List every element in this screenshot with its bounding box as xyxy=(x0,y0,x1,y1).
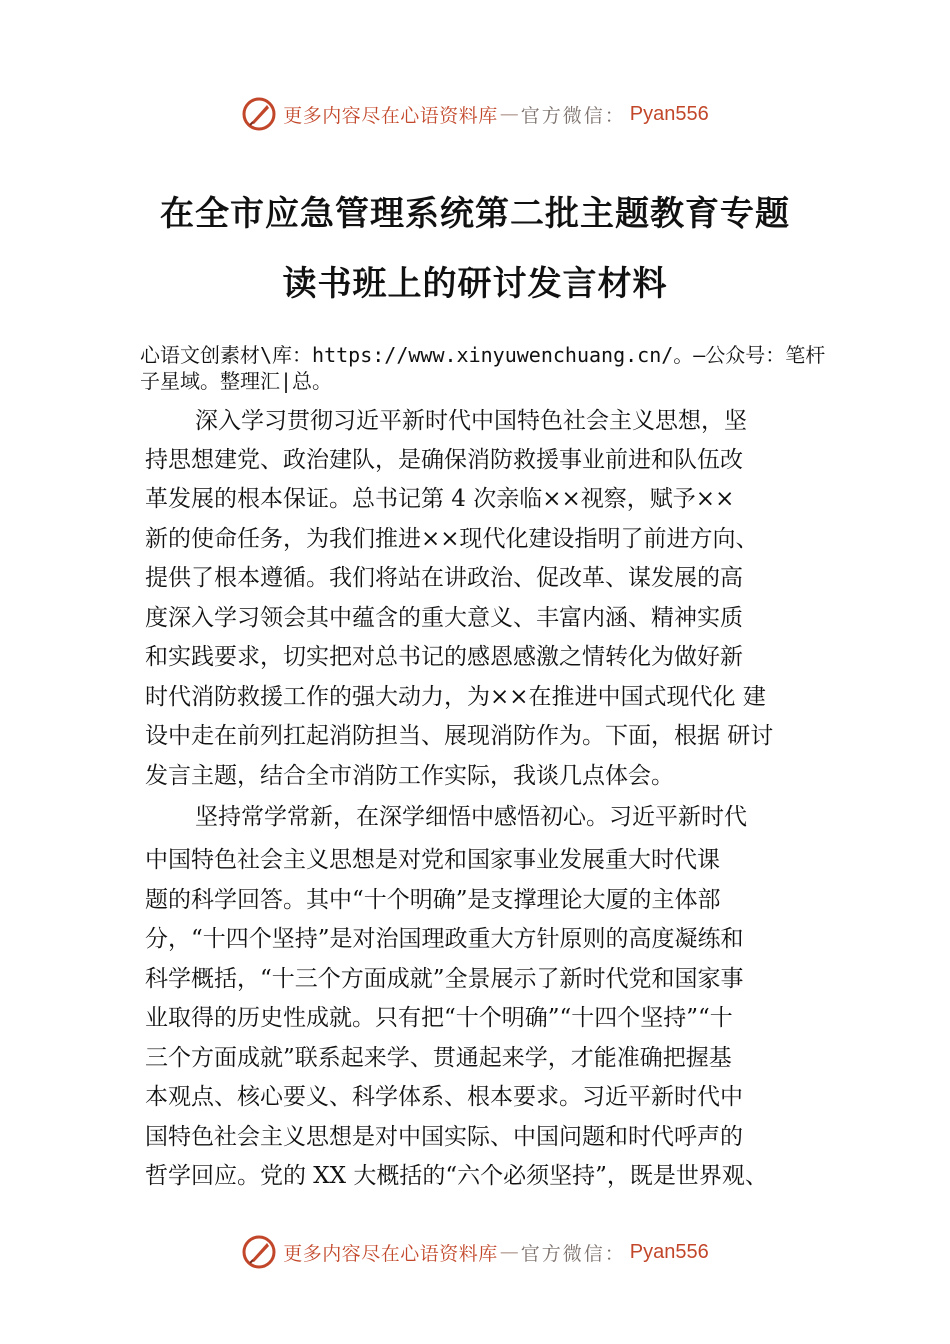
body-line: 新的使命任务，为我们推进××现代化建设指明了前进方向、 xyxy=(145,526,759,552)
body-line: 和实践要求，切实把对总书记的感恩感激之情转化为做好新 xyxy=(145,644,743,670)
banner-wechat-label: 官方微信： xyxy=(520,104,626,127)
body-line: 发言主题，结合全市消防工作实际，我谈几点体会。 xyxy=(145,763,674,789)
body-line: 业取得的历史性成就。只有把“十个明确”“十四个坚持”“十 xyxy=(145,1005,733,1031)
body-line: 坚持常学常新，在深学细悟中感悟初心。习近平新时代 xyxy=(195,804,747,830)
body-line: 科学概括，“十三个方面成就”全景展示了新时代党和国家事 xyxy=(145,966,744,992)
banner-text: 更多内容尽在心语资料库 xyxy=(283,1242,498,1265)
quill-logo-icon xyxy=(241,96,277,132)
body-line: 本观点、核心要义、科学体系、根本要求。习近平新时代中 xyxy=(145,1084,743,1110)
body-line: 度深入学习领会其中蕴含的重大意义、丰富内涵、精神实质 xyxy=(145,605,743,631)
document-title-line-1: 在全市应急管理系统第二批主题教育专题 xyxy=(160,194,790,234)
body-line: 分，“十四个坚持”是对治国理政重大方针原则的高度凝练和 xyxy=(145,926,744,952)
body-line: 中国特色社会主义思想是对党和国家事业发展重大时代课 xyxy=(145,847,720,873)
body-line: 革发展的根本保证。总书记第 4 次亲临××视察，赋予×× xyxy=(145,486,735,512)
banner-text: 更多内容尽在心语资料库 xyxy=(283,104,498,127)
banner-separator: — xyxy=(499,103,519,125)
body-line: 设中走在前列扛起消防担当、展现消防作为。下面，根据 研讨 xyxy=(145,723,774,749)
header-banner xyxy=(0,94,950,134)
body-line: 深入学习贯彻习近平新时代中国特色社会主义思想，坚 xyxy=(195,408,747,434)
footer-banner xyxy=(0,1232,950,1272)
document-title-line-2: 读书班上的研讨发言材料 xyxy=(282,264,668,304)
banner-wechat-id: Pyan556 xyxy=(629,1240,709,1263)
source-note: 心语文创素材\库：https://www.xinyuwenchuang.cn/。—公众号：笔杆子星域。整理汇|总。 xyxy=(140,343,826,393)
body-line: 哲学回应。党的 XX 大概括的“六个必须坚持”，既是世界观、 xyxy=(145,1163,768,1189)
banner-wechat-label: 官方微信： xyxy=(520,1242,626,1265)
body-line: 题的科学回答。其中“十个明确”是支撑理论大厦的主体部 xyxy=(145,887,721,913)
quill-logo-icon xyxy=(241,1234,277,1270)
body-line: 三个方面成就”联系起来学、贯通起来学，才能准确把握基 xyxy=(145,1045,732,1071)
banner-separator: — xyxy=(499,1241,519,1263)
body-line: 时代消防救援工作的强大动力，为××在推进中国式现代化 建 xyxy=(145,684,766,710)
banner-wechat-id: Pyan556 xyxy=(629,102,709,125)
body-line: 提供了根本遵循。我们将站在讲政治、促改革、谋发展的高 xyxy=(145,565,743,591)
body-line: 持思想建党、政治建队，是确保消防救援事业前进和队伍改 xyxy=(145,447,743,473)
body-line: 国特色社会主义思想是对中国实际、中国问题和时代呼声的 xyxy=(145,1124,743,1150)
